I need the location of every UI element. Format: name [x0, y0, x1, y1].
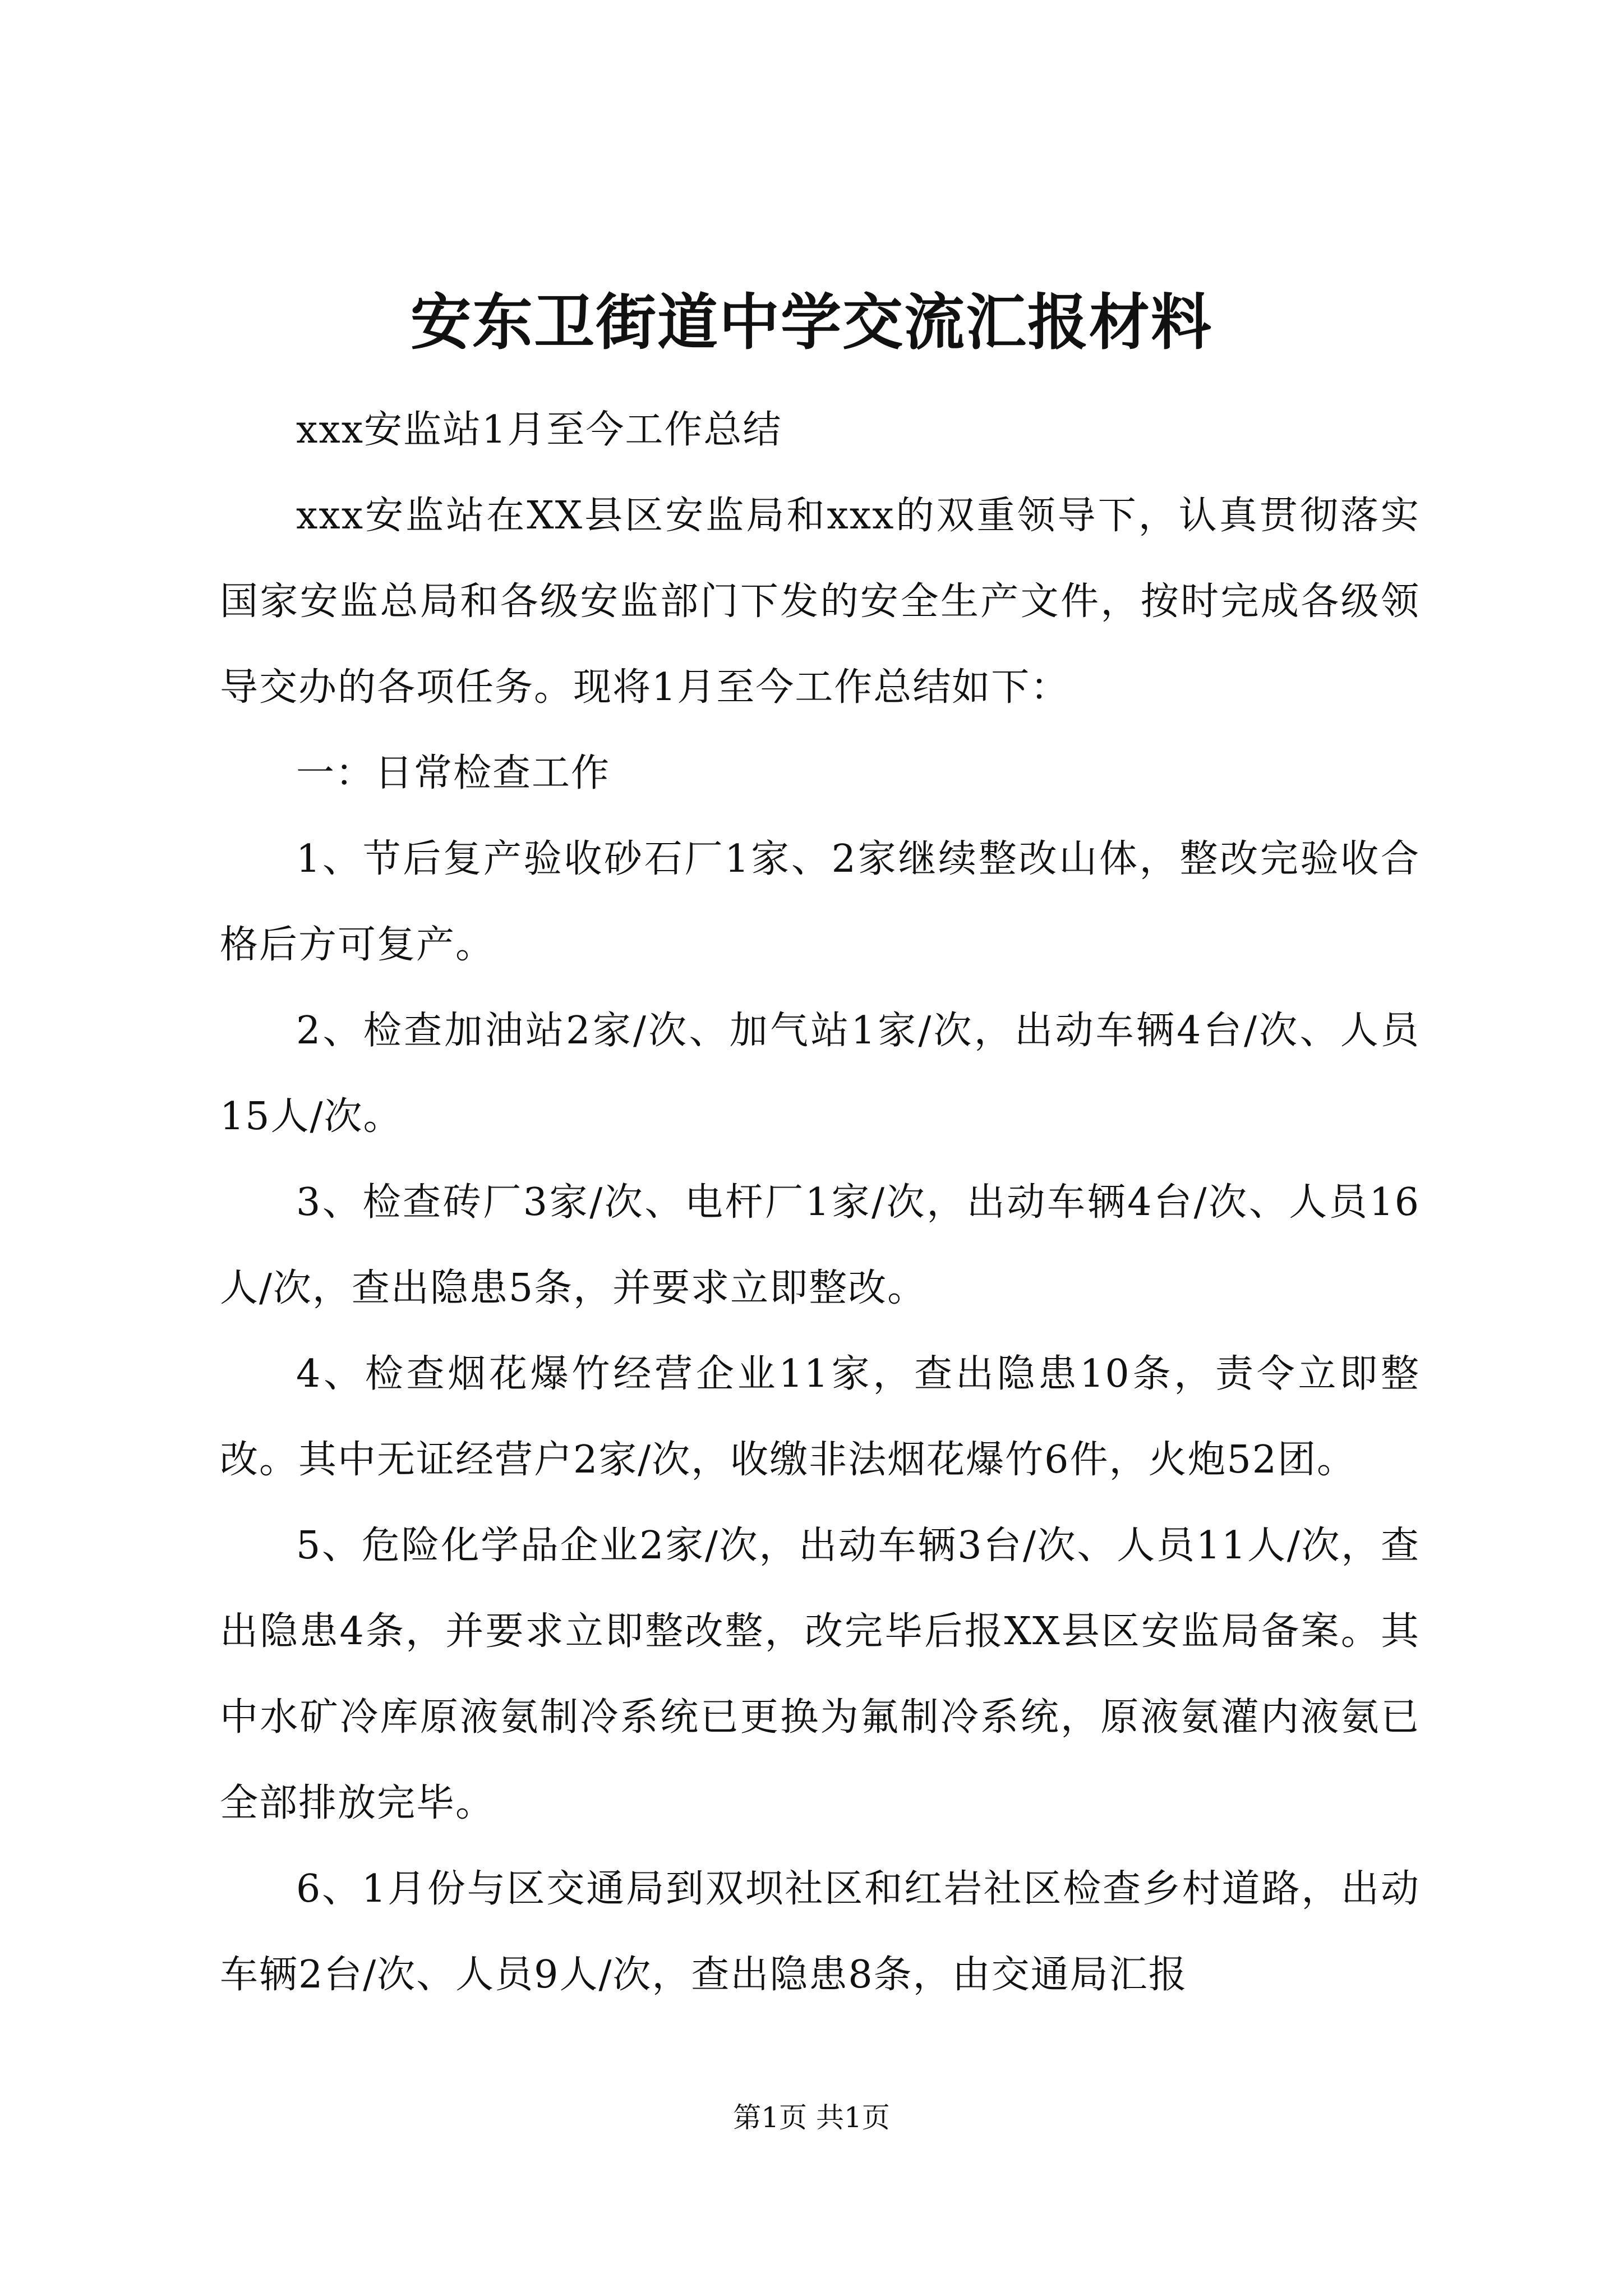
document-body: [220, 387, 1420, 2018]
section-heading: 一：日常检查工作: [296, 751, 611, 795]
paragraph-item-4: 4、检查烟花爆竹经营企业11家，查出隐患10条，责令立即整改。其中无证经营户2家/次，收缴非法烟花爆竹6件，火炮52团。: [220, 1352, 1420, 1482]
paragraph-subtitle: xxx安监站1月至今工作总结: [296, 408, 782, 452]
paragraph-item-1: 1、节后复产验收砂石厂1家、2家继续整改山体，整改完验收合格后方可复产。: [220, 837, 1420, 967]
paragraph-item-2: 2、检查加油站2家/次、加气站1家/次，出动车辆4台/次、人员15人/次。: [220, 1009, 1420, 1139]
paragraph-item-5: 5、危险化学品企业2家/次，出动车辆3台/次、人员11人/次，查出隐患4条，并要求立即整改整，改完毕后报XX县区安监局备案。其中水矿冷库原液氨制冷系统已更换为氟制冷系统，原液氨灌内液氨已全部排放完毕。: [220, 1524, 1420, 1825]
document-title: 安东卫街道中学交流汇报材料: [410, 287, 1212, 358]
paragraph-item-6: 6、1月份与区交通局到双坝社区和红岩社区检查乡村道路，出动车辆2台/次、人员9人/次，查出隐患8条，由交通局汇报: [220, 1867, 1420, 1997]
paragraph-intro: xxx安监站在XX县区安监局和xxx的双重领导下，认真贯彻落实国家安监总局和各级安监部门下发的安全生产文件，按时完成各级领导交办的各项任务。现将1月至今工作总结如下：: [220, 494, 1420, 710]
page-number-footer: 第1页 共1页: [733, 2101, 890, 2134]
paragraph-item-3: 3、检查砖厂3家/次、电杆厂1家/次，出动车辆4台/次、人员16人/次，查出隐患5条，并要求立即整改。: [220, 1180, 1420, 1310]
